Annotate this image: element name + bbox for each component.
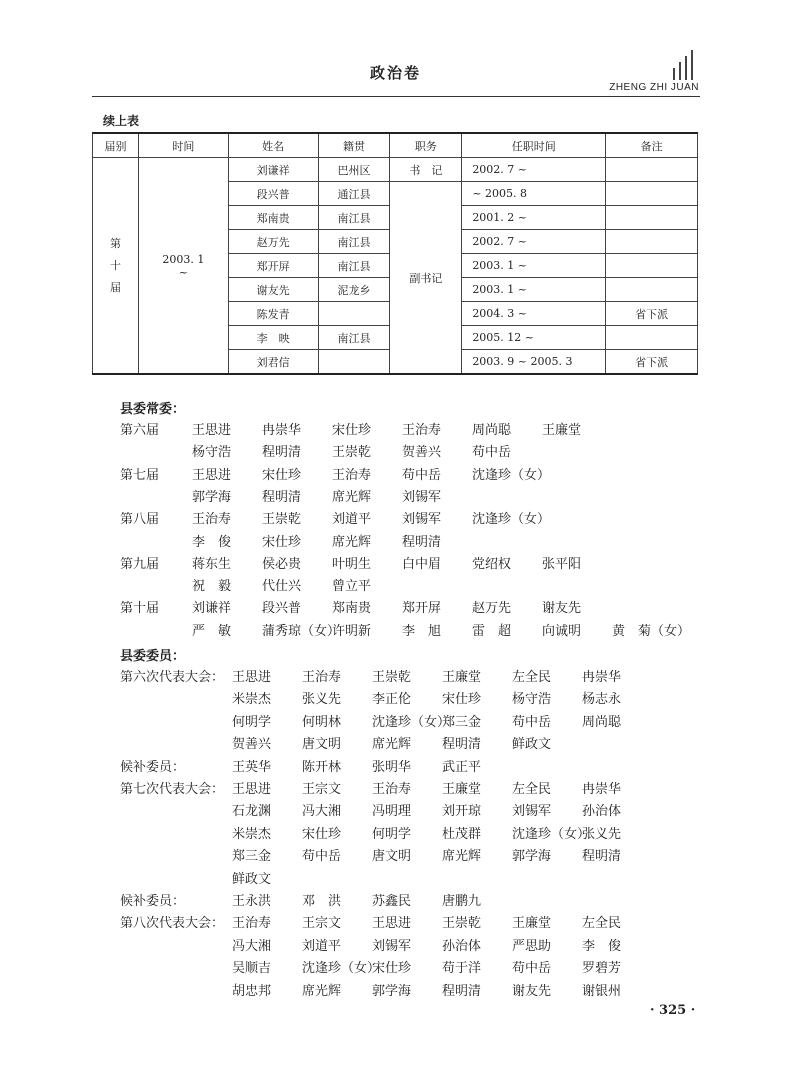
person-name: 孙治体 <box>582 804 622 820</box>
origin-cell: 南江县 <box>318 326 390 350</box>
table-row <box>93 158 698 182</box>
person-name: 王英华 <box>232 759 272 775</box>
person-name: 谢友先 <box>542 601 582 617</box>
name-row <box>120 464 700 486</box>
person-name: 赵万先 <box>472 601 512 617</box>
person-name: 程明清 <box>402 534 442 550</box>
person-name: 冉崇华 <box>262 423 302 438</box>
person-name: 沈逢珍（女） <box>472 512 551 528</box>
person-name: 张明华 <box>372 759 412 775</box>
person-name: 贺善兴 <box>402 445 442 461</box>
person-name: 雷 超 <box>472 623 512 639</box>
person-name: 何明林 <box>302 714 342 730</box>
person-name: 曾立平 <box>332 579 372 595</box>
person-name: 罗碧芳 <box>582 961 622 977</box>
name-row <box>120 575 700 597</box>
row-label: 第七届 <box>120 467 160 483</box>
name-row <box>120 957 700 979</box>
tenure-cell: 2005. 12 ~ <box>462 326 606 350</box>
name-row <box>120 845 700 867</box>
person-name: 沈逢珍（女） <box>472 467 551 483</box>
person-name: 王思进 <box>232 670 272 685</box>
person-name: 石龙渊 <box>232 804 272 820</box>
note-cell: 省下派 <box>606 302 698 326</box>
person-name: 苏鑫民 <box>372 894 412 909</box>
person-name: 谢银州 <box>582 983 622 999</box>
person-name: 李 旭 <box>402 623 442 639</box>
name-row <box>120 980 700 1002</box>
person-name: 郭学海 <box>192 489 232 505</box>
person-name: 王崇乾 <box>262 512 302 528</box>
origin-cell <box>318 302 390 326</box>
person-name: 宋仕珍 <box>442 692 482 708</box>
time-start: 2003. 1 <box>162 252 205 266</box>
tenure-cell: 2003. 9 ~ 2005. 3 <box>462 350 606 375</box>
row-label: 第九届 <box>120 556 160 572</box>
person-name: 宋仕珍 <box>302 826 342 842</box>
term-char: 第 <box>109 236 121 250</box>
person-name: 宋仕珍 <box>332 423 372 438</box>
name-row <box>120 868 700 890</box>
person-name: 米崇杰 <box>232 692 272 708</box>
person-name: 苟中岳 <box>512 961 552 977</box>
person-name: 向诚明 <box>542 623 582 639</box>
row-label: 第八次代表大会： <box>120 916 225 932</box>
person-name: 苟中岳 <box>512 714 552 730</box>
term-char: 届 <box>109 280 121 294</box>
person-name: 唐鹏九 <box>442 894 482 909</box>
time-cell <box>138 158 228 375</box>
person-name: 冉崇华 <box>582 670 622 685</box>
row-label: 第六次代表大会： <box>120 670 225 685</box>
person-name: 席光辉 <box>302 983 342 999</box>
person-name: 席光辉 <box>372 737 412 753</box>
origin-cell: 南江县 <box>318 206 390 230</box>
person-name: 严 敏 <box>192 623 232 639</box>
origin-cell: 巴州区 <box>318 158 390 182</box>
row-label: 第十届 <box>120 601 160 617</box>
person-name: 鲜政文 <box>232 871 272 887</box>
person-name: 王治寿 <box>302 670 342 685</box>
person-name: 刘锡军 <box>372 938 412 954</box>
person-name: 祝 毅 <box>192 579 232 595</box>
person-name: 唐文明 <box>302 737 342 753</box>
person-name: 张平阳 <box>542 556 582 572</box>
duty-cell: 书 记 <box>390 158 462 182</box>
person-name: 苟中岳 <box>302 849 342 865</box>
person-name: 刘锡军 <box>402 489 442 505</box>
note-cell: 省下派 <box>606 350 698 375</box>
name-row <box>120 508 700 530</box>
person-name: 李 俊 <box>192 534 232 550</box>
person-name: 何明学 <box>372 826 412 842</box>
person-name: 鲜政文 <box>512 737 552 753</box>
person-name: 沈逢珍（女） <box>302 961 381 977</box>
person-name: 王治寿 <box>232 916 272 932</box>
name-row <box>120 800 700 822</box>
person-name: 吴顺吉 <box>232 961 272 977</box>
person-name: 代仕兴 <box>262 579 302 595</box>
name-cell: 郑开屏 <box>228 254 318 278</box>
col-header: 时间 <box>138 133 228 158</box>
person-name: 苟中岳 <box>472 445 512 461</box>
person-name: 贺善兴 <box>232 737 272 753</box>
time-tilde: ~ <box>178 265 188 279</box>
tenure-cell: 2002. 7 ~ <box>462 230 606 254</box>
person-name: 严思助 <box>512 938 552 954</box>
person-name: 郑南贵 <box>332 601 372 617</box>
person-name: 段兴普 <box>262 601 302 617</box>
note-cell <box>606 158 698 182</box>
person-name: 黄 菊（女） <box>612 623 691 639</box>
person-name: 邓 洪 <box>302 894 342 909</box>
name-row <box>120 733 700 755</box>
person-name: 冯大湘 <box>302 804 342 820</box>
name-row <box>120 620 700 642</box>
secretary-table <box>92 132 698 375</box>
person-name: 郑三金 <box>232 849 272 865</box>
name-cell: 李 映 <box>228 326 318 350</box>
tenure-cell: 2001. 2 ~ <box>462 206 606 230</box>
person-name: 王廉堂 <box>442 782 482 797</box>
person-name: 叶明生 <box>332 556 372 572</box>
name-row <box>120 597 700 619</box>
name-row <box>120 531 700 553</box>
name-row <box>120 756 700 778</box>
name-row <box>120 441 700 463</box>
row-label: 第六届 <box>120 423 160 438</box>
person-name: 杨守浩 <box>192 445 232 461</box>
person-name: 王治寿 <box>332 467 372 483</box>
standing-committee-heading: 县委常委： <box>120 402 186 417</box>
person-name: 苟中岳 <box>402 467 442 483</box>
note-cell <box>606 278 698 302</box>
person-name: 何明学 <box>232 714 272 730</box>
person-name: 宋仕珍 <box>262 534 302 550</box>
person-name: 沈逢珍（女） <box>512 826 591 842</box>
name-row <box>120 688 700 710</box>
person-name: 侯必贵 <box>262 556 302 572</box>
committee-members-heading: 县委委员： <box>120 649 186 664</box>
person-name: 许明新 <box>332 623 372 639</box>
page-number: · 325 · <box>650 1003 696 1018</box>
person-name: 王治寿 <box>372 782 412 797</box>
col-header: 籍贯 <box>318 133 390 158</box>
person-name: 宋仕珍 <box>262 467 302 483</box>
row-label: 第七次代表大会： <box>120 782 225 797</box>
col-header: 备注 <box>606 133 698 158</box>
person-name: 郭学海 <box>372 983 412 999</box>
origin-cell: 泥龙乡 <box>318 278 390 302</box>
person-name: 刘开琼 <box>442 804 482 820</box>
person-name: 程明清 <box>262 489 302 505</box>
person-name: 刘道平 <box>332 512 372 528</box>
col-header: 职务 <box>390 133 462 158</box>
name-row <box>120 553 700 575</box>
person-name: 程明清 <box>262 445 302 461</box>
person-name: 宋仕珍 <box>372 961 412 977</box>
person-name: 刘锡军 <box>512 804 552 820</box>
name-row <box>120 778 700 800</box>
person-name: 李 俊 <box>582 938 622 954</box>
person-name: 杨守浩 <box>512 692 552 708</box>
header-divider <box>92 96 700 97</box>
name-cell: 赵万先 <box>228 230 318 254</box>
person-name: 周尚聪 <box>472 423 512 438</box>
col-header: 届别 <box>93 133 139 158</box>
person-name: 冯明理 <box>372 804 412 820</box>
name-row <box>120 666 700 688</box>
person-name: 王思进 <box>192 467 232 483</box>
person-name: 张义先 <box>582 826 622 842</box>
person-name: 李正伦 <box>372 692 412 708</box>
person-name: 胡忠邦 <box>232 983 272 999</box>
person-name: 刘锡军 <box>402 512 442 528</box>
name-row <box>120 823 700 845</box>
name-cell: 刘谦祥 <box>228 158 318 182</box>
person-name: 周尚聪 <box>582 714 622 730</box>
table-caption: 续上表 <box>103 114 140 128</box>
origin-cell: 南江县 <box>318 254 390 278</box>
name-row <box>120 486 700 508</box>
row-label: 候补委员： <box>120 759 186 775</box>
name-row <box>120 890 700 912</box>
person-name: 王治寿 <box>192 512 232 528</box>
tenure-cell: 2003. 1 ~ <box>462 278 606 302</box>
person-name: 郭学海 <box>512 849 552 865</box>
origin-cell: 通江县 <box>318 182 390 206</box>
person-name: 席光辉 <box>332 489 372 505</box>
brand-text: ZHENG ZHI JUAN <box>609 82 699 93</box>
row-label: 候补委员： <box>120 894 186 909</box>
person-name: 王廉堂 <box>442 670 482 685</box>
tenure-cell: 2003. 1 ~ <box>462 254 606 278</box>
person-name: 苟于洋 <box>442 961 482 977</box>
person-name: 左全民 <box>512 782 552 797</box>
term-char: 十 <box>109 258 121 272</box>
person-name: 席光辉 <box>332 534 372 550</box>
page-title: 政治卷 <box>369 64 421 82</box>
person-name: 王思进 <box>372 916 412 932</box>
origin-cell: 南江县 <box>318 230 390 254</box>
note-cell <box>606 182 698 206</box>
note-cell <box>606 254 698 278</box>
person-name: 刘谦祥 <box>192 601 232 617</box>
person-name: 王思进 <box>192 423 232 438</box>
note-cell <box>606 206 698 230</box>
person-name: 王廉堂 <box>542 423 582 438</box>
person-name: 左全民 <box>512 670 552 685</box>
person-name: 程明清 <box>442 983 482 999</box>
person-name: 谢友先 <box>512 983 552 999</box>
brand-mark <box>589 50 699 94</box>
person-name: 张义先 <box>302 692 342 708</box>
person-name: 王宗文 <box>302 916 342 932</box>
name-row <box>120 935 700 957</box>
name-cell: 谢友先 <box>228 278 318 302</box>
person-name: 王治寿 <box>402 423 442 438</box>
person-name: 白中眉 <box>402 556 442 572</box>
person-name: 陈开林 <box>302 759 342 775</box>
name-cell: 郑南贵 <box>228 206 318 230</box>
person-name: 蒋东生 <box>192 556 232 572</box>
duty-cell: 副书记 <box>390 182 462 375</box>
person-name: 唐文明 <box>372 849 412 865</box>
person-name: 孙治体 <box>442 938 482 954</box>
bars-logo-icon <box>659 50 699 80</box>
name-row <box>120 419 700 441</box>
person-name: 杨志永 <box>582 692 622 708</box>
person-name: 刘道平 <box>302 938 342 954</box>
person-name: 沈逢珍（女） <box>372 714 451 730</box>
col-header: 任职时间 <box>462 133 606 158</box>
person-name: 王宗文 <box>302 782 342 797</box>
person-name: 党绍权 <box>472 556 512 572</box>
person-name: 郑开屏 <box>402 601 442 617</box>
person-name: 蒲秀琼（女） <box>262 623 341 639</box>
person-name: 冯大湘 <box>232 938 272 954</box>
person-name: 席光辉 <box>442 849 482 865</box>
person-name: 王永洪 <box>232 894 272 909</box>
person-name: 武正平 <box>442 759 482 775</box>
name-cell: 陈发青 <box>228 302 318 326</box>
tenure-cell: 2002. 7 ~ <box>462 158 606 182</box>
person-name: 王廉堂 <box>512 916 552 932</box>
person-name: 程明清 <box>442 737 482 753</box>
name-row <box>120 912 700 934</box>
person-name: 王崇乾 <box>372 670 412 685</box>
name-cell: 刘君信 <box>228 350 318 375</box>
tenure-cell: 2004. 3 ~ <box>462 302 606 326</box>
note-cell <box>606 326 698 350</box>
person-name: 米崇杰 <box>232 826 272 842</box>
tenure-cell: ~ 2005. 8 <box>462 182 606 206</box>
table-header-row <box>93 133 698 158</box>
note-cell <box>606 230 698 254</box>
person-name: 杜茂群 <box>442 826 482 842</box>
person-name: 王思进 <box>232 782 272 797</box>
person-name: 王崇乾 <box>332 445 372 461</box>
person-name: 冉崇华 <box>582 782 622 797</box>
col-header: 姓名 <box>228 133 318 158</box>
person-name: 王崇乾 <box>442 916 482 932</box>
origin-cell <box>318 350 390 375</box>
name-row <box>120 711 700 733</box>
term-cell <box>93 158 139 375</box>
person-name: 左全民 <box>582 916 622 932</box>
row-label: 第八届 <box>120 512 160 528</box>
person-name: 程明清 <box>582 849 622 865</box>
name-cell: 段兴普 <box>228 182 318 206</box>
person-name: 郑三金 <box>442 714 482 730</box>
